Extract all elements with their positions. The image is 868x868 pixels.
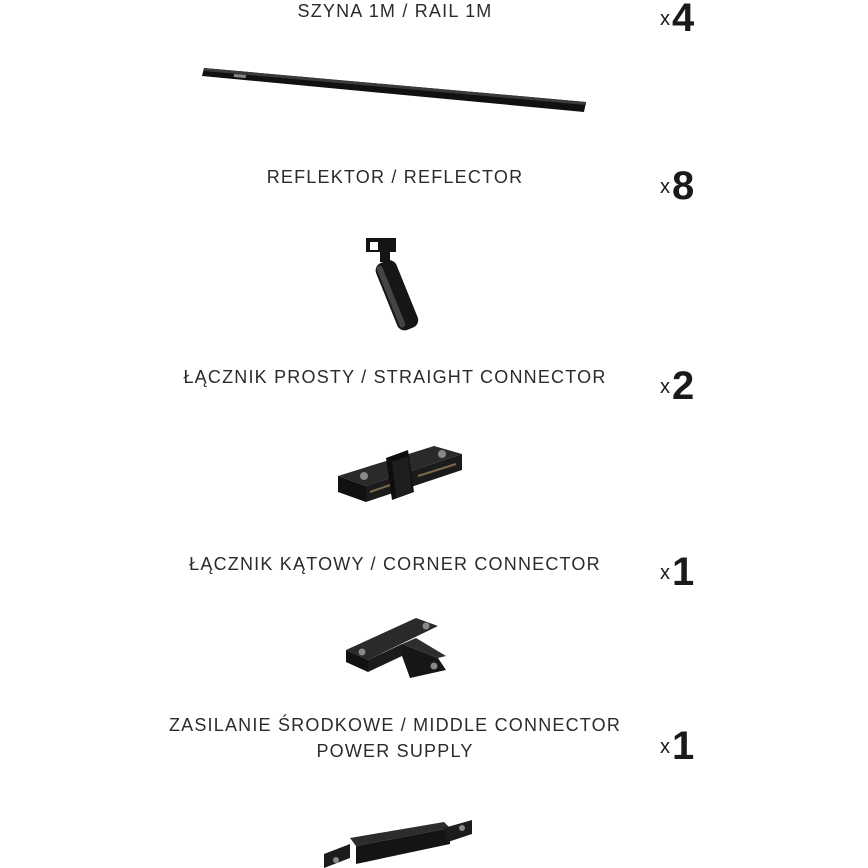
item-label-middle-power-supply-line2: POWER SUPPLY xyxy=(316,741,474,761)
quantity-number: 1 xyxy=(672,550,695,594)
item-label-corner-connector: ŁĄCZNIK KĄTOWY / CORNER CONNECTOR xyxy=(189,554,601,574)
middle-power-supply-image xyxy=(320,818,476,868)
item-quantity-reflector xyxy=(660,164,694,209)
item-label-reflector: REFLEKTOR / REFLECTOR xyxy=(266,167,524,187)
quantity-number: 2 xyxy=(672,364,695,408)
multiply-sign: x xyxy=(660,562,670,584)
item-quantity-rail xyxy=(660,0,694,41)
item-label-straight-connector: ŁĄCZNIK PROSTY / STRAIGHT CONNECTOR xyxy=(183,367,607,387)
multiply-sign: x xyxy=(660,376,670,398)
item-quantity-corner-connector xyxy=(660,550,694,595)
reflector-image xyxy=(356,236,436,340)
item-quantity-straight-connector xyxy=(660,364,694,409)
corner-connector-image xyxy=(342,612,452,682)
item-label-middle-power-supply: ZASILANIE ŚRODKOWE / MIDDLE CONNECTOR xyxy=(168,715,622,735)
quantity-number: 8 xyxy=(672,164,695,208)
quantity-number: 1 xyxy=(672,724,695,768)
quantity-number: 4 xyxy=(672,0,695,40)
item-quantity-middle-power-supply xyxy=(660,724,694,769)
multiply-sign: x xyxy=(660,736,670,758)
rail-image xyxy=(198,62,590,114)
item-label-rail: SZYNA 1M / RAIL 1M xyxy=(297,1,493,21)
multiply-sign: x xyxy=(660,176,670,198)
straight-connector-image xyxy=(334,432,470,512)
multiply-sign: x xyxy=(660,8,670,30)
